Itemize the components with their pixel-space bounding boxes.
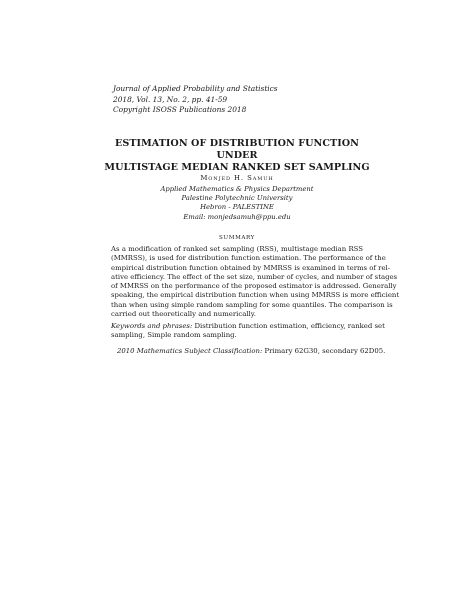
affiliation-university: Palestine Polytechnic University [181, 194, 293, 203]
journal-volume: 2018, Vol. 13, No. 2, pp. 41-59 [113, 94, 228, 104]
paper-title [100, 138, 374, 174]
keywords-line-1 [111, 322, 385, 331]
affiliation-email: Email: monjedsamuh@ppu.edu [183, 212, 291, 221]
keywords [111, 322, 385, 341]
abstract-line: than when using simple random sampling for some quantiles. The comparison is [111, 300, 393, 309]
keywords-line-2: sampling, Simple random sampling. [111, 331, 237, 340]
abstract-line: of MMRSS on the performance of the proposed estimator is addressed. Generally [111, 282, 397, 291]
paper-title-line-1: ESTIMATION OF DISTRIBUTION FUNCTION UNDER [115, 138, 359, 161]
paper-title-line-2: MULTISTAGE MEDIAN RANKED SET SAMPLING [104, 162, 370, 173]
abstract-line: As a modification of ranked set sampling (RSS), multistage median RSS [111, 245, 363, 253]
abstract-line: speaking, the empirical distribution function when using MMRSS is more efficient [111, 291, 400, 300]
keywords-text-1: Distribution function estimation, efficiency, ranked set [194, 322, 385, 330]
msc-classification [117, 347, 385, 356]
journal-copyright: Copyright ISOSS Publications 2018 [113, 105, 247, 114]
affiliation-location: Hebron - PALESTINE [200, 203, 274, 212]
author-name: Monjed H. Samuh [200, 174, 274, 182]
msc-label: 2010 Mathematics Subject Classification: [117, 347, 263, 355]
journal-name: Journal of Applied Probability and Statistics [113, 84, 278, 93]
msc-value: Primary 62G30, secondary 62D05. [264, 347, 386, 355]
abstract-line: (MMRSS), is used for distribution function estimation. The performance of the [111, 254, 386, 263]
abstract [111, 245, 400, 319]
affiliation-department: Applied Mathematics & Physics Department [160, 185, 314, 193]
abstract-line: ative efficiency. The effect of the set size, number of cycles, and number of stages [111, 272, 398, 281]
author-affiliation [100, 185, 374, 222]
abstract-line: empirical distribution function obtained by MMRSS is examined in terms of rel- [111, 263, 391, 272]
keywords-label: Keywords and phrases: [111, 322, 193, 330]
summary-heading: SUMMARY [219, 235, 255, 241]
journal-header [113, 84, 373, 116]
abstract-line: carried out theoretically and numerically. [111, 310, 256, 319]
